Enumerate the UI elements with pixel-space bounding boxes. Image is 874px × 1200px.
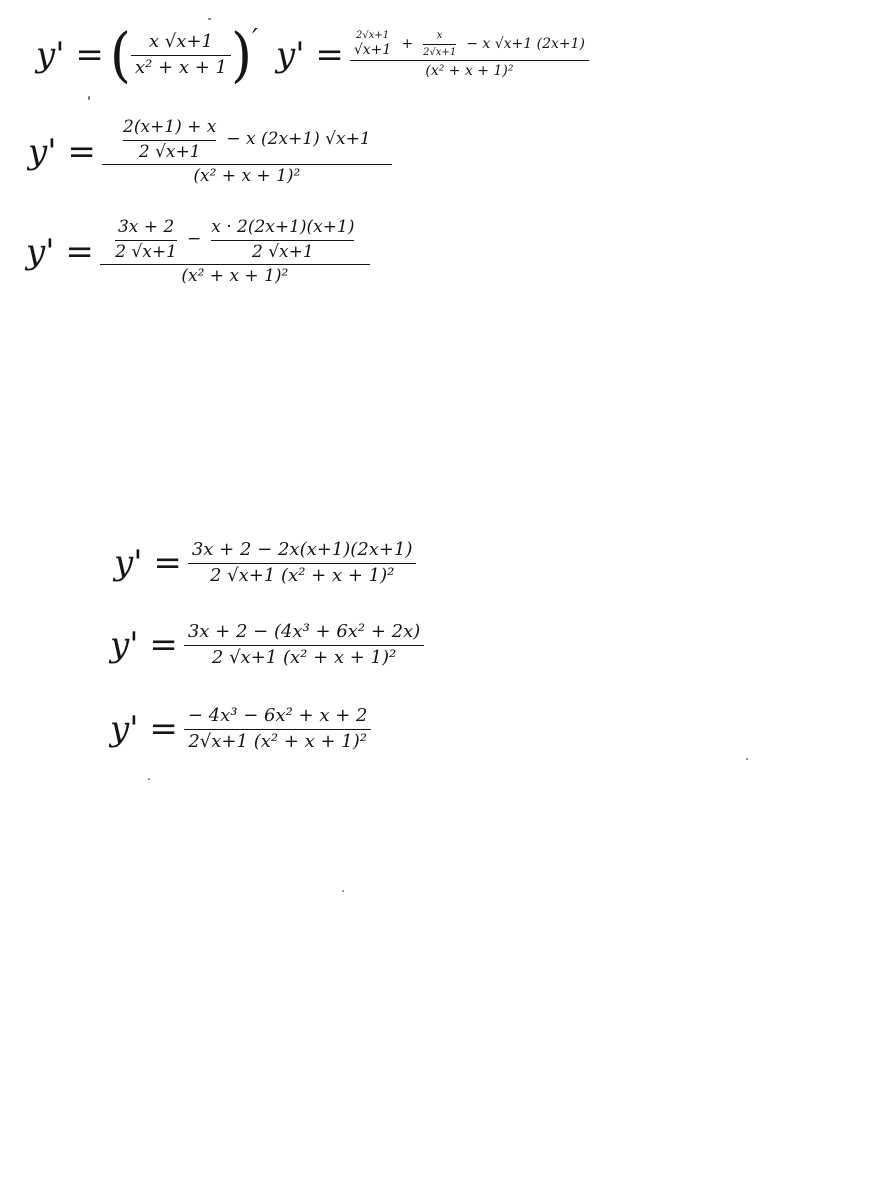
a-den: 2 √x+1 [115, 241, 177, 262]
inner-num: 2(x+1) + x [123, 117, 217, 137]
close-paren: ) [230, 19, 253, 90]
b-den: 2 √x+1 [251, 241, 314, 262]
main-fraction [184, 622, 424, 668]
term1-group [354, 30, 391, 58]
derivative-lhs: y' = [276, 34, 344, 75]
fraction-a [115, 218, 177, 262]
denominator: 2 √x+1 (x² + x + 1)² [211, 646, 397, 668]
fraction [131, 32, 231, 78]
derivative-lhs: y' = [36, 35, 104, 75]
derivative-lhs: y' = [26, 232, 94, 273]
b-num: x · 2(2x+1)(x+1) [211, 217, 355, 237]
term1: √x+1 [353, 41, 392, 58]
a-num: 3x + 2 [117, 217, 175, 237]
fraction-b [211, 218, 354, 262]
denominator: 2 √x+1 (x² + x + 1)² [210, 564, 395, 586]
numerator [119, 118, 375, 162]
scan-speck [148, 778, 150, 780]
denominator: (x² + x + 1)² [181, 266, 289, 287]
derivative-lhs: y' = [28, 132, 96, 173]
fraction-bar [100, 264, 370, 265]
fraction-bar [184, 729, 372, 730]
denominator: x² + x + 1 [134, 56, 227, 78]
main-fraction [102, 118, 392, 187]
denominator: (x² + x + 1)² [425, 63, 514, 79]
equation-3 [28, 118, 392, 187]
equation-6 [110, 622, 424, 668]
main-fraction [184, 706, 372, 752]
small-annotation: 2√x+1 [356, 30, 390, 42]
open-paren: ( [109, 19, 131, 90]
equation-1 [36, 19, 258, 90]
term3: − x √x+1 (2x+1) [466, 35, 585, 52]
fraction-bar [184, 645, 424, 646]
minus-sign: − [186, 229, 202, 250]
numerator [350, 30, 589, 58]
main-fraction [100, 218, 370, 287]
plus-sign: + [401, 35, 414, 52]
numerator: 3x + 2 − (4x³ + 6x² + 2x) [187, 621, 421, 642]
rest-term: − x (2x+1) √x+1 [226, 129, 371, 150]
equation-4 [26, 218, 370, 287]
main-fraction [350, 30, 589, 79]
derivative-lhs: y' = [110, 625, 178, 666]
term2-den: 2√x+1 [423, 46, 457, 58]
scan-speck [88, 96, 90, 100]
numerator: 3x + 2 − 2x(x+1)(2x+1) [191, 539, 413, 560]
scan-speck [746, 758, 748, 760]
scan-speck [208, 18, 211, 20]
inner-den: 2 √x+1 [138, 141, 201, 162]
denominator: (x² + x + 1)² [193, 166, 301, 187]
fraction-bar [102, 164, 392, 165]
outer-prime: ′ [252, 24, 258, 54]
numerator [111, 218, 358, 262]
derivative-lhs: y' = [114, 543, 182, 584]
numerator: x √x+1 [148, 30, 213, 52]
scan-speck [342, 890, 344, 892]
denominator: 2√x+1 (x² + x + 1)² [188, 730, 367, 752]
fraction-bar [188, 563, 417, 564]
term2-fraction [423, 30, 456, 58]
equation-5 [114, 540, 416, 586]
equation-2 [276, 30, 589, 79]
inner-fraction [123, 118, 216, 162]
derivative-lhs: y' = [110, 709, 178, 750]
equation-7 [110, 706, 371, 752]
main-fraction [188, 540, 417, 586]
term2-num: x [436, 30, 443, 41]
fraction-bar [350, 60, 589, 61]
fraction-bar [131, 55, 231, 56]
numerator: − 4x³ − 6x² + x + 2 [187, 705, 368, 726]
